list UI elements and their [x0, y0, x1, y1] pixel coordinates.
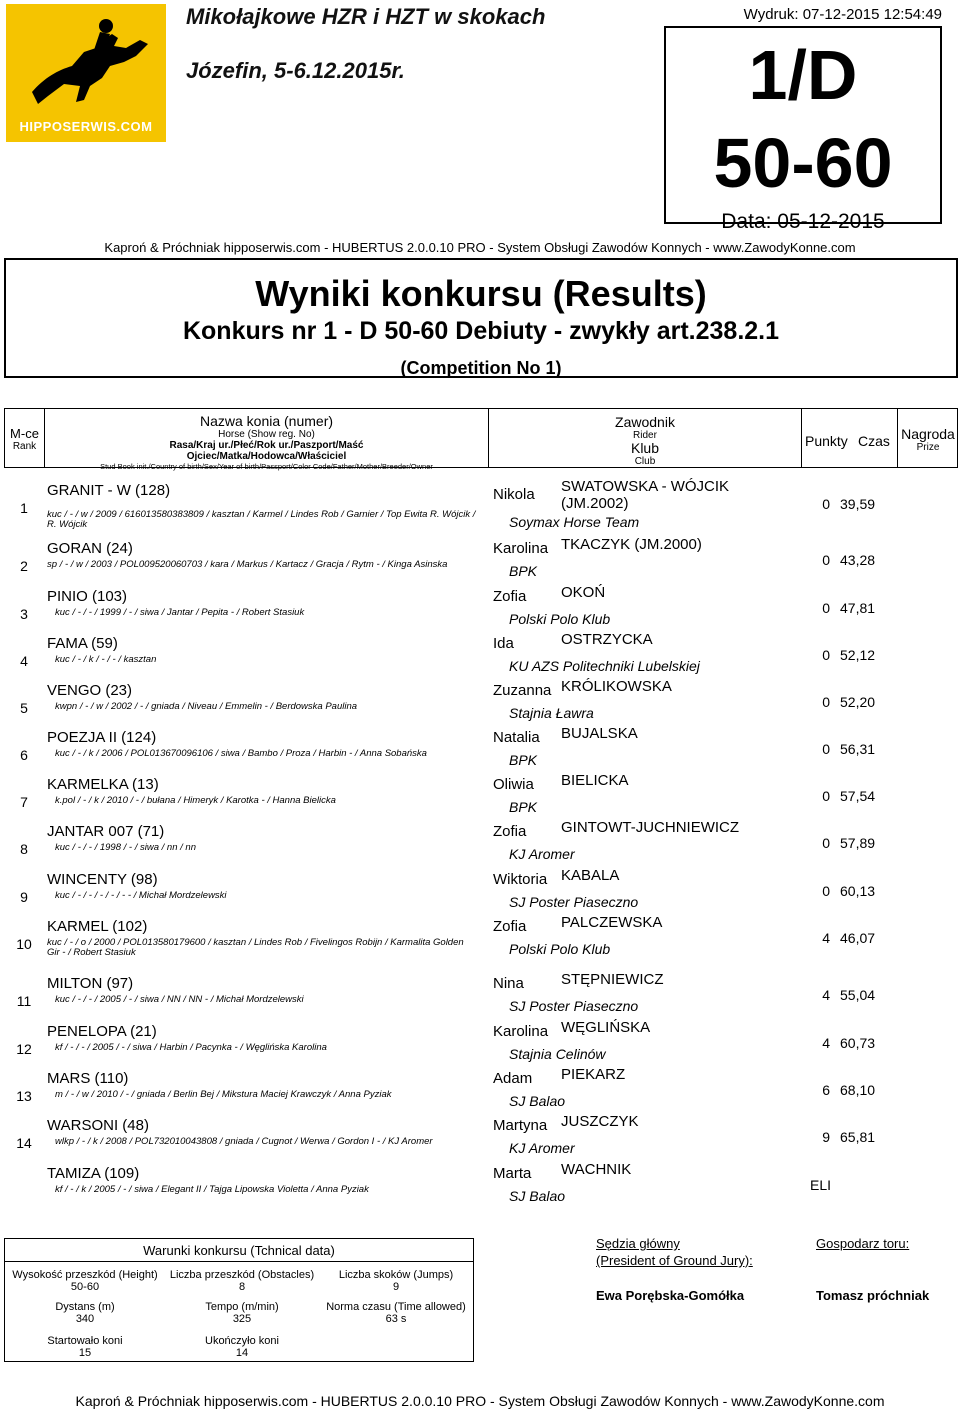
obstacles-label: Liczba przeszkód (Obstacles) [169, 1269, 315, 1281]
rider-last-name: BUJALSKA [561, 725, 638, 742]
rank-cell: 8 [20, 841, 28, 857]
horse-name: KARMELKA (13) [47, 776, 159, 793]
height-value: 50-60 [70, 1281, 100, 1293]
time-cell: 39,59 [840, 496, 876, 512]
horse-name: POEZJA II (124) [47, 729, 157, 746]
technical-data-title: Warunki konkursu (Tchnical data) [143, 1243, 335, 1258]
rider-last-name: STĘPNIEWICZ [561, 971, 664, 988]
rider-last-name: WĘGLIŃSKA [561, 1019, 651, 1036]
horse-header-line4: Stud Book init./Country of birth/Sex/Year of birth/Passport/Color Code/Father/Mother/Breeder/Owner [100, 462, 433, 471]
jumps-label: Liczba skoków (Jumps) [338, 1269, 454, 1281]
judge-name: Ewa Porębska-Gomółka [596, 1288, 745, 1303]
rider-first-name: Natalia [493, 729, 540, 746]
horse-name: GRANIT - W (128) [47, 482, 171, 499]
rank-header-label: M-ce [10, 426, 39, 441]
points-cell: 6 [822, 1082, 830, 1098]
horse-name: JANTAR 007 (71) [47, 823, 165, 840]
horse-details: kf / - / k / 2005 / - / siwa / Elegant II / Tajga Lipowska Violetta / Anna Pyziak [55, 1184, 369, 1195]
distance-value: 340 [75, 1313, 95, 1325]
competition-height: 50-60 [713, 124, 893, 202]
rider-last-name: PIEKARZ [561, 1066, 626, 1083]
results-header [4, 408, 958, 471]
rider-last-name: WACHNIK [561, 1161, 632, 1178]
obstacles-value: 8 [238, 1281, 246, 1293]
rider-first-name: Zofia [493, 918, 527, 935]
horse-name: WINCENTY (98) [47, 871, 158, 888]
rank-cell: 4 [20, 653, 28, 669]
prize-header [898, 427, 958, 453]
time-cell: 57,54 [840, 788, 876, 804]
time-cell: 56,31 [840, 741, 876, 757]
rider-last-name: SWATOWSKA - WÓJCIK (JM.2002) [561, 478, 730, 512]
rank-cell: 6 [20, 747, 28, 763]
horse-jumper-icon [14, 8, 158, 116]
rider-first-name: Oliwia [493, 776, 534, 793]
horse-details: kwpn / - / w / 2002 / - / gniada / Niveau / Emmelin - / Berdowska Paulina [55, 701, 358, 712]
rider-club: Stajnia Celinów [509, 1046, 606, 1062]
rank-cell: 10 [16, 936, 32, 952]
horse-details: k.pol / - / k / 2010 / - / bułana / Himeryk / Karotka - / Hanna Bielicka [55, 795, 336, 806]
horse-name: PENELOPA (21) [47, 1023, 157, 1040]
footer: Kaproń & Próchniak hipposerwis.com - HUBERTUS 2.0.0.10 PRO - System Obsługi Zawodów Konnych - www.ZawodyKonne.com [75, 1393, 885, 1409]
rider-club: SJ Balao [509, 1188, 566, 1204]
started-cell [5, 1335, 165, 1359]
horse-details: wlkp / - / k / 2008 / POL732010043808 / gniada / Cugnot / Werwa / Gordon I - / KJ Aromer [55, 1136, 433, 1147]
rider-club: KJ Aromer [509, 846, 575, 862]
rank-cell: 5 [20, 700, 28, 716]
time-cell: 52,20 [840, 694, 876, 710]
finished-value: 14 [235, 1347, 249, 1359]
horse-header-en: Horse (Show reg. No) [218, 429, 315, 440]
rider-first-name: Nikola [493, 486, 535, 503]
points-cell: 0 [822, 741, 830, 757]
rider-club: Polski Polo Klub [509, 611, 611, 627]
horse-header [45, 413, 488, 471]
rider-first-name: Ida [493, 635, 514, 652]
rank-cell: 2 [20, 558, 28, 574]
horse-details: m / - / w / 2010 / - / gniada / Berlin Bej / Mikstura Maciej Krawczyk / Anna Pyziak [55, 1089, 392, 1100]
time-allowed-cell [319, 1301, 473, 1325]
rider-club: SJ Poster Piaseczno [509, 894, 639, 910]
time-cell: 43,28 [840, 552, 876, 568]
rider-club: BPK [509, 752, 538, 768]
horse-details: kuc / - / - / 2005 / - / siwa / NN / NN - / Michał Mordzelewski [55, 994, 304, 1005]
divider [801, 409, 802, 467]
horse-name: GORAN (24) [47, 540, 133, 557]
rider-last-name: GINTOWT-JUCHNIEWICZ [561, 819, 740, 836]
finished-label: Ukończyło koni [205, 1335, 279, 1347]
rider-last-name: KABALA [561, 867, 620, 884]
points-cell: 0 [822, 835, 830, 851]
time-cell: 60,73 [840, 1035, 876, 1051]
horse-header-line2: Rasa/Kraj ur./Płeć/Rok ur./Paszport/Maść [169, 440, 364, 451]
points-cell: 4 [822, 930, 830, 946]
rank-header [5, 427, 44, 452]
time-cell: 46,07 [840, 930, 876, 946]
rank-cell: 14 [16, 1135, 32, 1151]
points-cell: 0 [822, 694, 830, 710]
competition-name: Konkurs nr 1 - D 50-60 Debiuty - zwykły art.238.2.1 [182, 317, 780, 345]
prize-header-label: Nagroda [901, 426, 955, 442]
rider-club: Soymax Horse Team [509, 514, 640, 530]
title-box [4, 258, 958, 378]
horse-details: kf / - / - / 2005 / - / siwa / Harbin / Pacynka - / Węglińska Karolina [55, 1042, 327, 1053]
time-cell: 57,89 [840, 835, 876, 851]
horse-details: kuc / - / k / 2006 / POL013670096106 / siwa / Bambo / Proza / Harbin - / Anna Sobańska [55, 748, 427, 759]
points-cell: 0 [822, 647, 830, 663]
club-header-label: Klub [630, 440, 660, 456]
time-cell: 68,10 [840, 1082, 876, 1098]
print-timestamp: Wydruk: 07-12-2015 12:54:49 [743, 6, 942, 23]
course-designer-name: Tomasz próchniak [816, 1288, 930, 1303]
rider-first-name: Zofia [493, 823, 527, 840]
rank-cell: 1 [20, 500, 28, 516]
page-title: Wyniki konkursu (Results) [255, 273, 707, 314]
horse-name: FAMA (59) [47, 635, 118, 652]
horse-name: MARS (110) [47, 1070, 129, 1087]
horse-details: kuc / - / - / 1998 / - / siwa / nn / nn [55, 842, 196, 853]
horse-details: kuc / - / - / - / - / - - / Michał Mordzelewski [55, 890, 227, 901]
horse-name: KARMEL (102) [47, 918, 148, 935]
competition-date: Data: 05-12-2015 [721, 210, 885, 233]
tempo-value: 325 [232, 1313, 252, 1325]
points-cell: 4 [822, 1035, 830, 1051]
rank-cell: 9 [20, 889, 28, 905]
club-header-en: Club [634, 456, 656, 467]
rider-club: KU AZS Politechniki Lubelskiej [509, 658, 700, 674]
rank-cell: 11 [16, 993, 32, 1009]
tempo-label: Tempo (m/min) [205, 1301, 279, 1313]
system-line: Kaproń & Próchniak hipposerwis.com - HUBERTUS 2.0.0.10 PRO - System Obsługi Zawodów Konnych - www.ZawodyKonne.com [104, 240, 856, 255]
prize-header-en: Prize [916, 442, 940, 453]
points-cell: 4 [822, 987, 830, 1003]
rider-first-name: Adam [493, 1070, 533, 1087]
points-cell: 0 [822, 552, 830, 568]
competition-number-en: (Competition No 1) [400, 358, 562, 378]
rider-club: SJ Poster Piaseczno [509, 998, 639, 1014]
distance-label: Dystans (m) [55, 1301, 115, 1313]
horse-details: sp / - / w / 2003 / POL009520060703 / kara / Markus / Kartacz / Gracja / Rytm - / Kinga Asinska [47, 559, 448, 570]
rider-first-name: Martyna [493, 1117, 548, 1134]
rider-last-name: OSTRZYCKA [561, 631, 653, 648]
rider-club: BPK [509, 563, 538, 579]
rider-club: Polski Polo Klub [509, 941, 611, 957]
time-cell: 52,12 [840, 647, 876, 663]
rank-cell: 7 [20, 794, 28, 810]
technical-data-box [4, 1238, 474, 1362]
event-place: Józefin, 5-6.12.2015r. [186, 58, 405, 83]
rider-first-name: Zofia [493, 588, 527, 605]
horse-details: kuc / - / w / 2009 / 616013580383809 / kasztan / Karmel / Lindes Rob / Garnier / Top Ewita R. Wójcik / R. Wójcik [47, 509, 476, 530]
rider-first-name: Zuzanna [493, 682, 552, 699]
rider-header-en: Rider [633, 430, 657, 441]
rider-first-name: Wiktoria [493, 871, 548, 888]
competition-box [664, 26, 942, 233]
rider-last-name: TKACZYK (JM.2000) [561, 536, 702, 553]
rider-last-name: KRÓLIKOWSKA [561, 678, 672, 695]
horse-header-label: Nazwa konia (numer) [199, 413, 334, 429]
competition-code: 1/D [748, 36, 858, 114]
course-designer-label: Gospodarz toru: [816, 1236, 910, 1251]
horse-header-line3: Ojciec/Matka/Hodowca/Właściciel [186, 451, 347, 462]
rider-club: SJ Balao [509, 1093, 566, 1109]
logo-text: HIPPOSERWIS.COM [19, 119, 153, 134]
time-cell: 65,81 [840, 1129, 876, 1145]
time-allowed-label: Norma czasu (Time allowed) [326, 1301, 466, 1313]
obstacles-cell [167, 1269, 317, 1293]
rider-last-name: OKOŃ [561, 584, 606, 601]
rider-first-name: Karolina [493, 540, 549, 557]
time-header: Czas [858, 433, 890, 449]
horse-details: kuc / - / k / - / - / kasztan [55, 654, 157, 665]
rider-first-name: Nina [493, 975, 524, 992]
rider-club: Stajnia Ławra [509, 705, 594, 721]
time-cell: 60,13 [840, 883, 876, 899]
jumps-cell [319, 1269, 473, 1293]
divider [5, 1261, 473, 1262]
rider-last-name: PALCZEWSKA [561, 914, 663, 931]
started-label: Startowało koni [47, 1335, 123, 1347]
event-title: Mikołajkowe HZR i HZT w skokach [186, 4, 546, 29]
points-cell: ELI [810, 1177, 832, 1193]
tempo-cell [167, 1301, 317, 1325]
points-cell: 0 [822, 788, 830, 804]
time-cell: 47,81 [840, 600, 876, 616]
points-header: Punkty [805, 433, 848, 449]
horse-name: WARSONI (48) [47, 1117, 149, 1134]
horse-name: TAMIZA (109) [47, 1165, 140, 1182]
judge-label-en: (President of Ground Jury): [596, 1253, 753, 1268]
rider-last-name: JUSZCZYK [561, 1113, 639, 1130]
horse-name: VENGO (23) [47, 682, 133, 699]
horse-name: PINIO (103) [47, 588, 128, 605]
started-value: 15 [78, 1347, 92, 1359]
rider-club: BPK [509, 799, 538, 815]
rank-header-en: Rank [12, 441, 37, 452]
judge-label: Sędzia główny [596, 1236, 680, 1251]
finished-cell [167, 1335, 317, 1359]
rider-header-label: Zawodnik [615, 414, 675, 430]
rank-cell: 13 [16, 1088, 32, 1104]
horse-name: MILTON (97) [47, 975, 134, 992]
height-cell [5, 1269, 165, 1293]
jumps-value: 9 [392, 1281, 400, 1293]
height-label: Wysokość przeszkód (Height) [12, 1269, 158, 1281]
rider-first-name: Marta [493, 1165, 532, 1182]
rank-cell: 3 [20, 606, 28, 622]
time-cell: 55,04 [840, 987, 876, 1003]
horse-details: kuc / - / - / 1999 / - / siwa / Jantar / Pepita - / Robert Stasiuk [55, 607, 305, 618]
rank-cell: 12 [16, 1041, 32, 1057]
points-cell: 0 [822, 600, 830, 616]
rider-club: KJ Aromer [509, 1140, 575, 1156]
hipposerwis-logo [6, 4, 166, 142]
points-cell: 0 [822, 496, 830, 512]
horse-details: kuc / - / o / 2000 / POL013580179600 / kasztan / Lindes Rob / Fivelingos Robijn / Karmalita Golden Gir - / Robert Stasiuk [47, 937, 464, 958]
points-cell: 9 [822, 1129, 830, 1145]
rider-last-name: BIELICKA [561, 772, 629, 789]
distance-cell [5, 1301, 165, 1325]
time-allowed-value: 63 s [385, 1313, 407, 1325]
rider-first-name: Karolina [493, 1023, 549, 1040]
points-cell: 0 [822, 883, 830, 899]
rider-header [489, 415, 801, 467]
